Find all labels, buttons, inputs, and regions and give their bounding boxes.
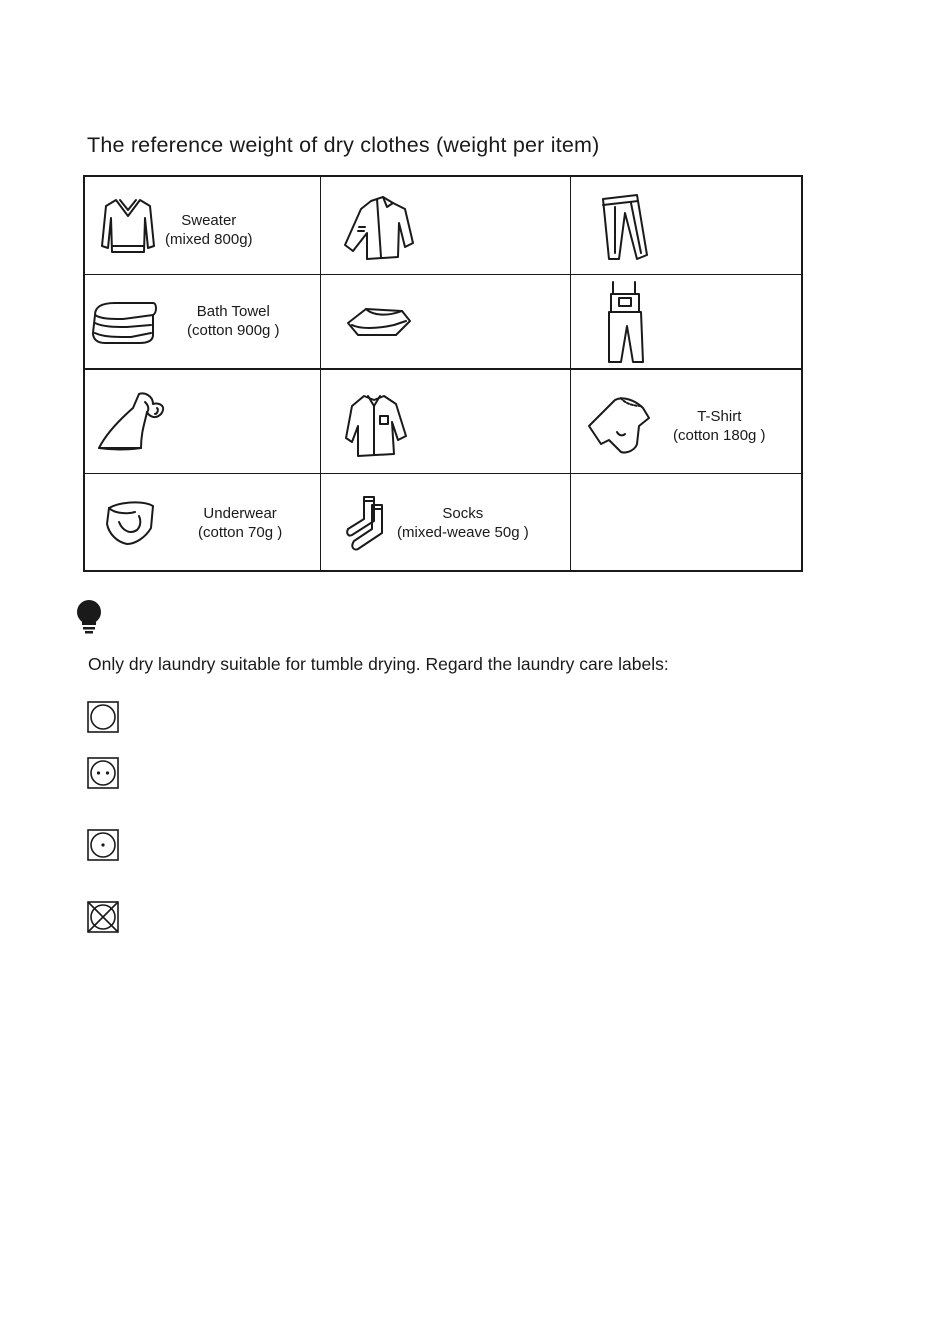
underwear-label — [198, 504, 282, 542]
table-cell-jeans — [571, 177, 801, 274]
tshirt-label — [673, 407, 766, 445]
shirt-icon — [344, 392, 408, 458]
item-name: Underwear — [203, 505, 277, 522]
table-cell-dress — [85, 370, 320, 473]
table-cell-overalls — [571, 275, 801, 368]
folded-towel-icon — [91, 297, 159, 347]
table-cell-empty — [571, 474, 801, 570]
socks-label — [397, 504, 529, 542]
table-cell-jacket — [321, 177, 570, 274]
tumble-dry-icon — [87, 701, 119, 738]
folded-towel-small-icon — [346, 307, 412, 339]
item-weight: (cotton 180g ) — [673, 427, 766, 444]
item-weight: (cotton 70g ) — [198, 524, 283, 541]
sweater-label — [165, 211, 253, 249]
page-title: The reference weight of dry clothes (weight per item) — [87, 133, 600, 157]
item-weight: (cotton 900g ) — [187, 322, 280, 339]
tumble-dry-low-heat-icon — [87, 829, 119, 866]
table-cell-underwear — [85, 474, 320, 570]
bath-towel-label — [187, 302, 280, 340]
care-note: Only dry laundry suitable for tumble drying. Regard the laundry care labels: — [88, 654, 669, 674]
lightbulb-icon — [73, 600, 105, 639]
clothes-weight-table — [83, 175, 803, 572]
do-not-tumble-dry-icon — [87, 901, 119, 938]
underwear-icon — [105, 498, 157, 546]
table-cell-bath-towel — [85, 275, 320, 368]
item-weight: (mixed 800g) — [165, 231, 253, 248]
overalls-icon — [605, 280, 647, 364]
dress-icon — [97, 392, 177, 452]
table-cell-small-towel — [321, 275, 570, 368]
sweater-icon — [98, 196, 158, 258]
jacket-icon — [343, 193, 415, 261]
item-name: T-Shirt — [697, 408, 742, 425]
item-weight: (mixed-weave 50g ) — [397, 524, 529, 541]
tumble-dry-normal-heat-icon — [87, 757, 119, 794]
item-name: Bath Towel — [196, 303, 270, 320]
item-name: Socks — [442, 505, 484, 522]
item-name: Sweater — [181, 212, 237, 229]
jeans-icon — [601, 193, 651, 261]
table-cell-socks — [321, 474, 570, 570]
table-cell-shirt — [321, 370, 570, 473]
socks-icon — [344, 495, 386, 553]
table-cell-tshirt — [571, 370, 801, 473]
tshirt-icon — [587, 396, 651, 456]
table-cell-sweater — [85, 177, 320, 274]
